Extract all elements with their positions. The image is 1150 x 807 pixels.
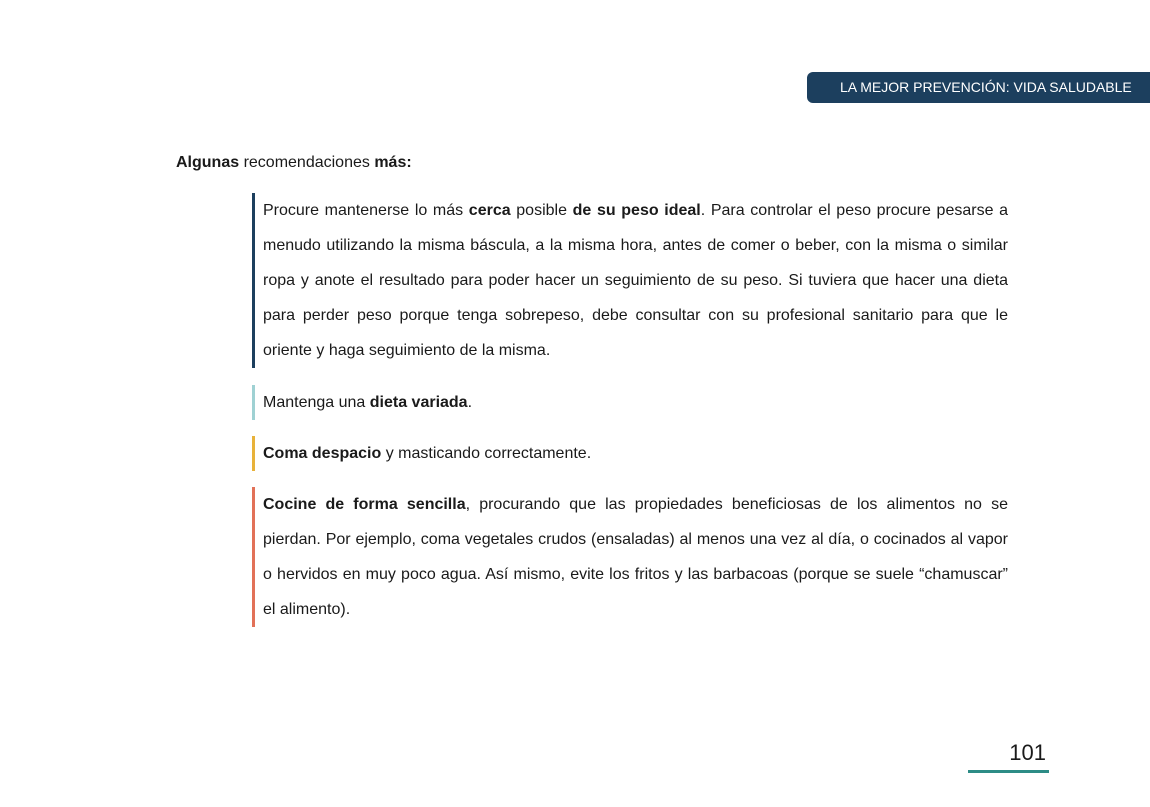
recommendation-eat-slowly — [252, 436, 1008, 471]
rec-text-span: Mantenga una — [263, 394, 370, 411]
section-header-banner — [807, 72, 1150, 103]
rec-text-span: . — [467, 394, 473, 411]
recommendation-text — [263, 193, 1008, 368]
intro-bold-word: Algunas — [176, 154, 240, 171]
rec-text-span: Procure mantenerse lo más — [263, 202, 469, 219]
page-number-underline — [968, 770, 1049, 773]
intro-text: recomendaciones — [239, 154, 375, 171]
rec-bold-span: cerca — [468, 202, 511, 219]
rec-text-span: posible — [510, 202, 573, 219]
recommendation-text — [263, 385, 1008, 420]
intro-bold-tail: más: — [374, 154, 412, 171]
rec-text-span: y masticando correctamente. — [381, 445, 592, 462]
recommendation-weight — [252, 193, 1008, 368]
rec-bold-span: dieta variada — [369, 394, 468, 411]
rec-text-span: , procurando que las propiedades beneficiosas de los alimentos no se pierdan. Por ejemplo, coma vegetales crudos (ensaladas) al menos una vez al día, o cocinados al vapor o hervidos en muy poco agua. Así mismo, evite los fritos y las barbacoas (porque se suele “chamuscar” el alimento). — [263, 496, 1008, 618]
recommendation-varied-diet — [252, 385, 1008, 420]
page-number: 101 — [1009, 740, 1046, 765]
recommendation-text — [263, 436, 1008, 471]
section-intro — [176, 152, 412, 174]
rec-bold-span: Coma despacio — [263, 445, 382, 462]
rec-text-span: . Para controlar el peso procure pesarse a menudo utilizando la misma báscula, a la misma hora, antes de comer o beber, con la misma o similar ropa y anote el resultado para poder hacer un seguimiento de su peso. Si tuviera que hacer una dieta para perder peso porque tenga sobrepeso, debe consultar con su profesional sanitario para que le oriente y haga seguimiento de la misma. — [263, 202, 1009, 359]
recommendation-simple-cooking — [252, 487, 1008, 627]
section-header-title: LA MEJOR PREVENCIÓN: VIDA SALUDABLE — [840, 79, 1132, 95]
rec-bold-span: Cocine de forma sencilla — [263, 496, 466, 513]
recommendation-text — [263, 487, 1008, 627]
rec-bold-span: de su peso ideal — [572, 202, 701, 219]
